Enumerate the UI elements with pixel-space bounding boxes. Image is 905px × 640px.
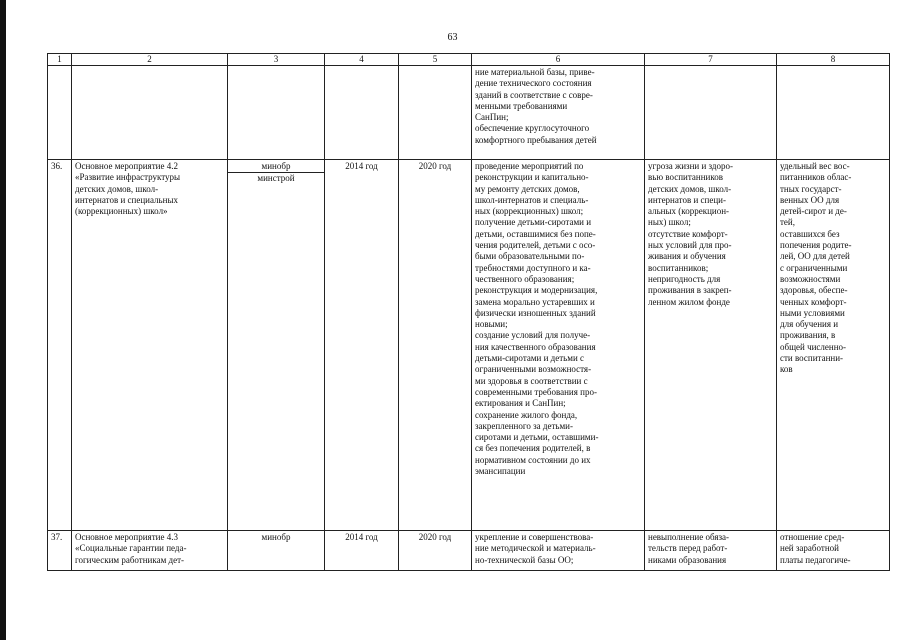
executor-cell xyxy=(228,160,325,531)
indicator-cell: удельный вес вос- питанников облас- тных государст- венных ОО для детей-сирот и де- тей, оставшихся без попечения родите- лей, ОО для детей с ограниченными возможностями здоровья, обеспе- ченных комфорт- ными условиями для обучения и проживания, в общей численно- сти воспитанни- ков xyxy=(777,160,890,531)
col-header-4: 4 xyxy=(325,54,399,66)
row-number xyxy=(48,66,72,160)
executor-name: минстрой xyxy=(257,173,295,184)
table-row xyxy=(48,160,890,531)
executor-cell xyxy=(228,531,325,571)
start-year-cell xyxy=(325,66,399,160)
program-table xyxy=(47,53,890,571)
col-header-3: 3 xyxy=(228,54,325,66)
table-row xyxy=(48,531,890,571)
risks-cell xyxy=(645,66,777,160)
row-number: 36. xyxy=(48,160,72,531)
result-cell: укрепление и совершенствова- ние методической и материаль- но-технической базы ОО; xyxy=(472,531,645,571)
table-row xyxy=(48,66,890,160)
page-number: 63 xyxy=(447,32,458,43)
col-header-8: 8 xyxy=(777,54,890,66)
executor-name: минобр xyxy=(228,161,324,173)
risks-cell: невыполнение обяза- тельств перед работ- никами образования xyxy=(645,531,777,571)
event-cell: Основное мероприятие 4.3 «Социальные гарантии педа- гогическим работникам дет- xyxy=(72,531,228,571)
event-cell: Основное мероприятие 4.2 «Развитие инфраструктуры детских домов, школ- интернатов и специальных (коррекционных) школ» xyxy=(72,160,228,531)
col-header-5: 5 xyxy=(399,54,472,66)
end-year-cell: 2020 год xyxy=(399,531,472,571)
executor-cell xyxy=(228,66,325,160)
header-row xyxy=(48,54,890,66)
executor-name: минобр xyxy=(261,532,291,542)
col-header-6: 6 xyxy=(472,54,645,66)
col-header-7: 7 xyxy=(645,54,777,66)
start-year-cell: 2014 год xyxy=(325,160,399,531)
end-year-cell xyxy=(399,66,472,160)
risks-cell: угроза жизни и здоро- вью воспитанников детских домов, школ- интернатов и специ- альных (коррекцион- ных) школ; отсутствие комфорт- ных условий для про- живания и обучения воспитанников; непригодность для проживания в закреп- ленном жилом фонде xyxy=(645,160,777,531)
start-year-cell: 2014 год xyxy=(325,531,399,571)
col-header-2: 2 xyxy=(72,54,228,66)
row-number: 37. xyxy=(48,531,72,571)
indicator-cell xyxy=(777,66,890,160)
end-year-cell: 2020 год xyxy=(399,160,472,531)
scan-edge-bar xyxy=(0,0,6,640)
col-header-1: 1 xyxy=(48,54,72,66)
result-cell: ние материальной базы, приве- дение технического состояния зданий в соответствие с совре- менными требованиями СанПин; обеспечение круглосуточного комфортного пребывания детей xyxy=(472,66,645,160)
result-cell: проведение мероприятий по реконструкции и капитально- му ремонту детских домов, школ-интернатов и специаль- ных (коррекционных) школ; получение детьми-сиротами и детьми, оставшимися без попе- чения родителей, детьми с осо- быми образовательными по- требностями доступного и ка- чественного образования; реконструкция и модернизация, замена морально устаревших и физически изношенных зданий новыми; создание условий для получе- ния качественного образования детьми-сиротами и детьми с ограниченными возможностя- ми здоровья в соответствии с современными требования про- ектирования и СанПин; сохранение жилого фонда, закрепленного за детьми- сиротами и детьми, оставшими- ся без попечения родителей, в нормативном состоянии до их эмансипации xyxy=(472,160,645,531)
indicator-cell: отношение сред- ней заработной платы педагогиче- xyxy=(777,531,890,571)
event-cell xyxy=(72,66,228,160)
